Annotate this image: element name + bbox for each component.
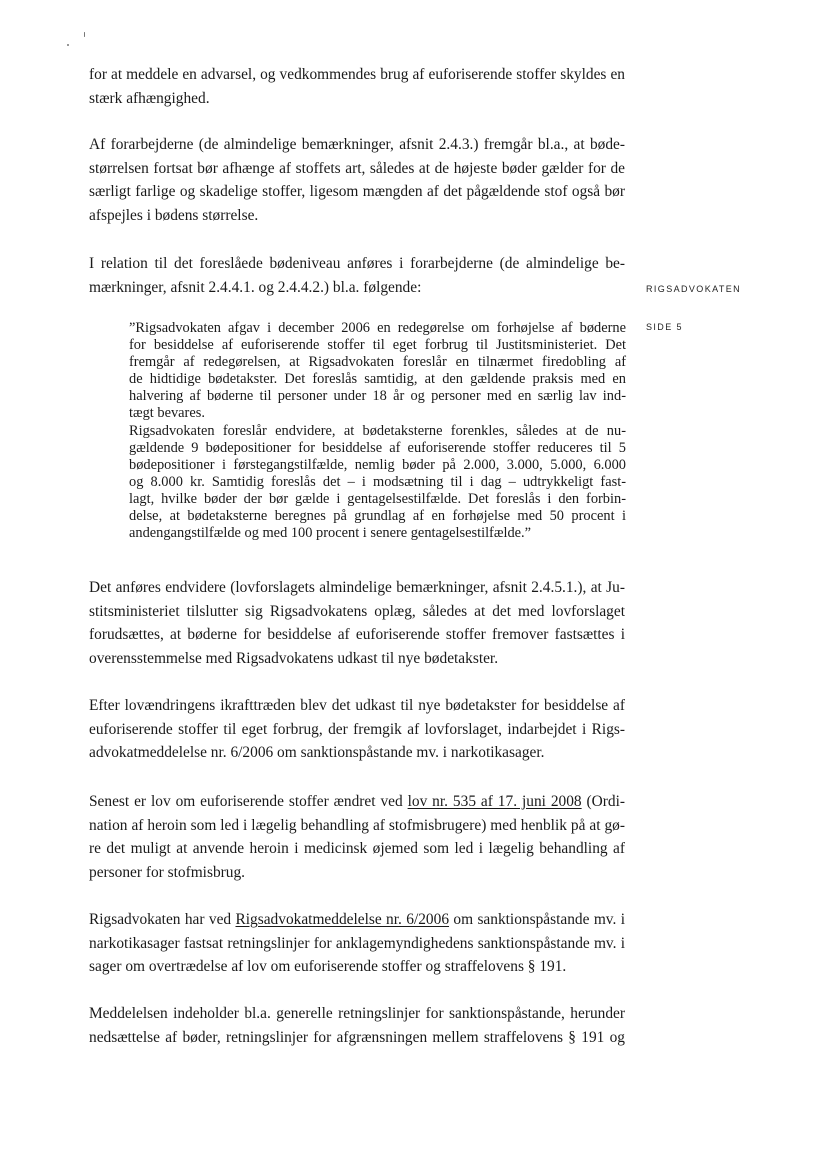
text-line: nation af heroin som led i lægelig behandling af stofmisbrugere) med henblik på at gø- [89,816,625,834]
text-line: særligt farlige og skadelige stoffer, ligesom mængden af det pågældende stof også bør [89,183,625,200]
scan-speck [67,44,69,46]
text-line: Det anføres endvidere (lovforslagets almindelige bemærkninger, afsnit 2.4.5.1.), at Ju- [89,579,625,596]
quote-line: tægt bevares. [129,405,205,422]
quote-line: og 8.000 kr. Samtidig foreslås det – i modsætning til i dag – udtrykkeligt fast- [129,473,626,490]
text-fragment: Senest er lov om euforiserende stoffer ændret ved [89,793,408,810]
text-line: mærkninger, afsnit 2.4.4.1. og 2.4.4.2.) bl.a. følgende: [89,278,422,296]
paragraph-5 [89,694,625,765]
text-line: afspejles i bødens størrelse. [89,206,259,224]
quote-line: gældende 9 bødepositioner for besiddelse af euforiserende stoffer reduceres til 5 [129,439,626,456]
quote-line: fremgår af redegørelsen, at Rigsadvokaten foreslår en tilnærmet firedobling af [129,354,626,371]
text-line: størrelsen fortsat bør afhænge af stoffets art, således at de højeste bøder gælder for de [89,159,625,177]
text-fragment: (Ordi- [581,793,626,810]
text-line: Meddelelsen indeholder bl.a. generelle retningslinjer for sanktionspåstande, herunder [89,1005,625,1022]
text-line: advokatmeddelelse nr. 6/2006 om sanktionspåstande mv. i narkotikasager. [89,744,545,761]
text-line: re det muligt at anvende heroin i medicinsk øjemed som led i lægelig behandling af [89,840,625,857]
block-quote [129,320,626,542]
quote-line: halvering af bøderne til personer under 18 år og personer med en særlig lav ind- [129,388,626,405]
paragraph-6 [89,790,625,884]
text-line: stærk afhængighed. [89,89,210,107]
quote-line: ”Rigsadvokaten afgav i december 2006 en redegørelse om forhøjelse af bøderne [129,320,626,336]
text-line: euforiserende stoffer til eget forbrug, der fremgik af lovforslaget, indarbejdet i Rigs- [89,720,625,738]
text-line: personer for stofmisbrug. [89,863,246,881]
text-fragment: Rigsadvokaten har ved [89,911,236,928]
quote-line: Rigsadvokaten foreslår endvidere, at bødetaksterne forenkles, således at de nu- [129,422,626,439]
text-line: nedsættelse af bøder, retningslinjer for afgrænsningen mellem straffelovens § 191 og [89,1028,625,1046]
text-line: sager om overtrædelse af lov om euforiserende stoffer og straffelovens § 191. [89,958,567,975]
text-line: for at meddele en advarsel, og vedkommendes brug af euforiserende stoffer skyldes en [89,66,625,83]
law-reference-link[interactable]: lov nr. 535 af 17. juni 2008 [407,793,582,810]
text-line: forudsættes, at bøderne for besiddelse af euforiserende stoffer fremover fastsættes i [89,626,625,643]
text-line: Af forarbejderne (de almindelige bemærkninger, afsnit 2.4.3.) fremgår bl.a., at bøde- [89,136,625,153]
paragraph-7 [89,908,625,979]
text-line: I relation til det foreslåede bødeniveau anføres i forarbejderne (de almindelige be- [89,255,625,272]
paragraph-3 [89,252,625,299]
quote-line: andengangstilfælde og med 100 procent i senere gentagelsestilfælde.” [129,525,532,542]
text-fragment: om sanktionspåstande mv. i [449,911,625,928]
text-line [89,790,625,814]
text-line: narkotikasager fastsat retningslinjer for anklagemyndighedens sanktionspåstande mv. i [89,934,625,952]
sidebar-org-label: RIGSADVOKATEN [646,284,742,294]
paragraph-1 [89,63,625,110]
quote-line: de hidtidige bødetakster. Det foreslås samtidig, at den gældende praksis med en [129,371,626,388]
quote-line: lagt, hvilke bøder der bør gælde i gentagelsestilfælde. Det foreslås i den forbin- [129,490,626,507]
text-line: Efter lovændringens ikrafttræden blev det udkast til nye bødetakster for besiddelse af [89,697,625,714]
text-line [89,908,625,932]
paragraph-4 [89,576,625,670]
quote-line: delse, at bødetaksterne beregnes på grundlag af en forhøjelse med 50 procent i [129,508,626,525]
paragraph-8 [89,1002,625,1049]
text-line: stitsministeriet tilslutter sig Rigsadvokatens oplæg, således at det med lovforslaget [89,602,625,620]
sidebar-page-number: SIDE 5 [646,322,683,332]
text-line: overensstemmelse med Rigsadvokatens udkast til nye bødetakster. [89,649,499,667]
announcement-reference-link[interactable]: Rigsadvokatmeddelelse nr. 6/2006 [235,911,450,928]
scan-speck [84,32,85,37]
quote-line: bødepositioner i førstegangstilfælde, nemlig bøder på 2.000, 3.000, 5.000, 6.000 [129,456,626,473]
quote-line: for besiddelse af euforiserende stoffer til eget forbrug til Justitsministeriet. Det [129,337,626,354]
paragraph-2 [89,133,625,227]
